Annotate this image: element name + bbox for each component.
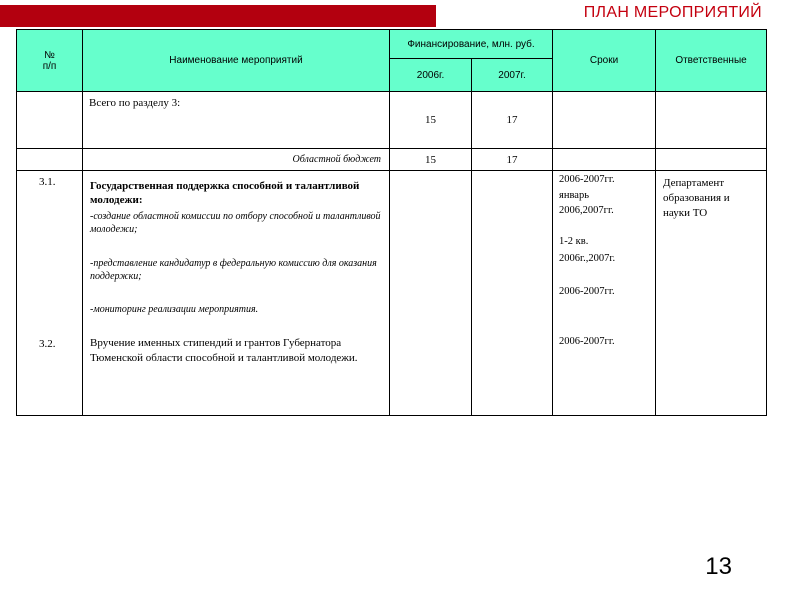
plan-table [16,29,767,416]
column-header-number [17,30,83,92]
item-award: Вручение именных стипендий и грантов Губернатора Тюменской области способной и талантливой молодежи. [90,337,358,364]
regional-budget-2006: 15 [390,149,472,171]
item-sub-3: -мониторинг реализации мероприятия. [90,304,259,315]
section-total-terms-cell [553,92,656,149]
item-terms-cell [553,171,656,416]
item-terms-4: 1-2 кв. [559,236,589,247]
column-header-terms: Сроки [553,30,656,92]
item-row [17,171,767,416]
item-2006-cell [390,171,472,416]
column-header-2007: 2007г. [472,59,553,92]
item-number-3-2: 3.2. [39,338,56,350]
item-terms-1: 2006-2007гг. [559,174,615,185]
item-terms-6: 2006-2007гг. [559,286,615,297]
item-terms-2: январь [559,190,589,201]
item-2007-cell [472,171,553,416]
column-header-name: Наименование мероприятий [83,30,390,92]
regional-budget-responsible-cell [656,149,767,171]
header-accent-bar [0,5,436,27]
column-header-2006: 2006г. [390,59,472,92]
regional-budget-2007: 17 [472,149,553,171]
item-terms-3: 2006,2007гг. [559,205,614,216]
section-total-row [17,92,767,149]
item-number-3-1: 3.1. [39,176,56,188]
page-number: 13 [705,553,732,580]
item-sub-2: -представление кандидатур в федеральную комиссию для оказания поддержки; [90,258,377,282]
item-name-cell [83,171,390,416]
section-total-2006: 15 [390,92,472,149]
section-total-num-cell [17,92,83,149]
item-title: Государственная поддержка способной и талантливой молодежи: [90,180,360,206]
column-header-number-label: № п/п [42,49,57,72]
item-terms-7: 2006-2007гг. [559,336,615,347]
item-responsible-cell: Департамент образования и науки ТО [656,171,767,416]
section-total-label: Всего по разделу 3: [83,92,390,149]
column-header-funding: Финансирование, млн. руб. [390,30,553,59]
item-sub-1: -создание областной комиссии по отбору способной и талантливой молодежи; [90,211,381,235]
section-total-responsible-cell [656,92,767,149]
slide-title: ПЛАН МЕРОПРИЯТИЙ [583,4,762,21]
section-total-2007: 17 [472,92,553,149]
regional-budget-label: Областной бюджет [83,149,390,171]
column-header-responsible: Ответственные [656,30,767,92]
item-terms-5: 2006г.,2007г. [559,253,616,264]
regional-budget-terms-cell [553,149,656,171]
item-number-cell [17,171,83,416]
regional-budget-num-cell [17,149,83,171]
regional-budget-row [17,149,767,171]
